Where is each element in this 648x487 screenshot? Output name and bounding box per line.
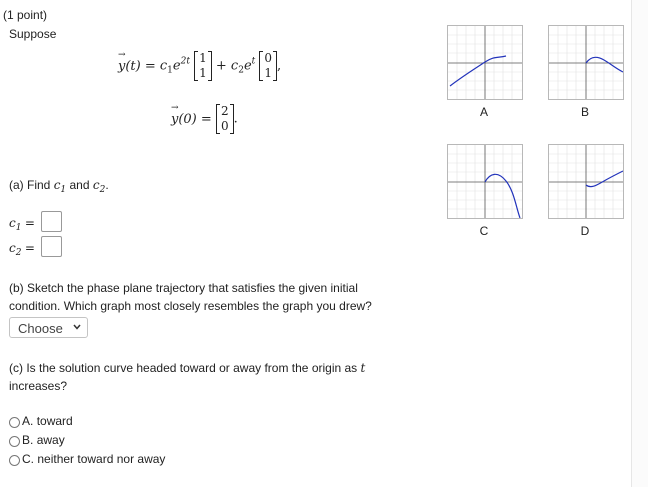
chevron-down-icon (72, 322, 82, 332)
c2-label: $c_2$ = (9, 241, 35, 258)
right-margin (632, 0, 648, 487)
eigenvector-1: 1 1 (194, 51, 212, 81)
select-value: Choose (18, 321, 63, 336)
c2-input[interactable] (41, 236, 62, 257)
c1-input[interactable] (41, 211, 62, 232)
trajectory-curve (485, 174, 520, 218)
graph-b-plot (549, 26, 623, 99)
graph-c[interactable] (447, 144, 523, 219)
initial-vector: 2 0 (216, 104, 234, 134)
option-toward-label: A. toward (22, 414, 73, 428)
c1-label: $c_1$ = (9, 216, 35, 233)
y-vector-symbol: → y(t) = (118, 59, 156, 74)
graph-a-plot (448, 26, 522, 99)
radio-neither[interactable] (9, 455, 20, 466)
option-neither-label: C. neither toward nor away (22, 452, 166, 466)
graph-choice-select[interactable] (9, 317, 88, 338)
graph-d-label: D (580, 224, 590, 238)
solution-equation: → $y(t) = c_1e^{2t}$ 1 1 + $c_2e^t$ 0 1 , (118, 51, 281, 81)
part-c-line2: increases? (9, 379, 68, 393)
part-b-line1: (b) Sketch the phase plane trajectory that satisfies the given initial (9, 281, 358, 295)
graph-c-label: C (479, 224, 489, 238)
graph-a-label: A (479, 105, 488, 119)
part-b-line2: condition. Which graph most closely resembles the graph you drew? (9, 299, 372, 313)
graph-a[interactable] (447, 25, 523, 100)
trajectory-curve (586, 57, 623, 72)
radio-toward[interactable] (9, 417, 20, 428)
graph-d[interactable] (548, 144, 624, 219)
initial-condition: → y(0) = 2 0 . (171, 104, 238, 134)
graph-d-plot (549, 145, 623, 218)
intro-text: Suppose (9, 27, 57, 41)
y0-vector-symbol: → y(0) = (171, 112, 212, 127)
radio-away[interactable] (9, 436, 20, 447)
part-c-line1: (c) Is the solution curve headed toward or away from the origin as t (9, 361, 366, 375)
trajectory-curve (450, 56, 506, 86)
graph-b[interactable] (548, 25, 624, 100)
points-label: (1 point) (3, 8, 48, 22)
eigenvector-2: 0 1 (259, 51, 277, 81)
part-a-prompt: (a) Find $c_1$ and $c_2$. (9, 178, 109, 195)
graph-b-label: B (580, 105, 589, 119)
trajectory-curve (586, 171, 623, 187)
graph-c-plot (448, 145, 522, 218)
option-away-label: B. away (22, 433, 65, 447)
